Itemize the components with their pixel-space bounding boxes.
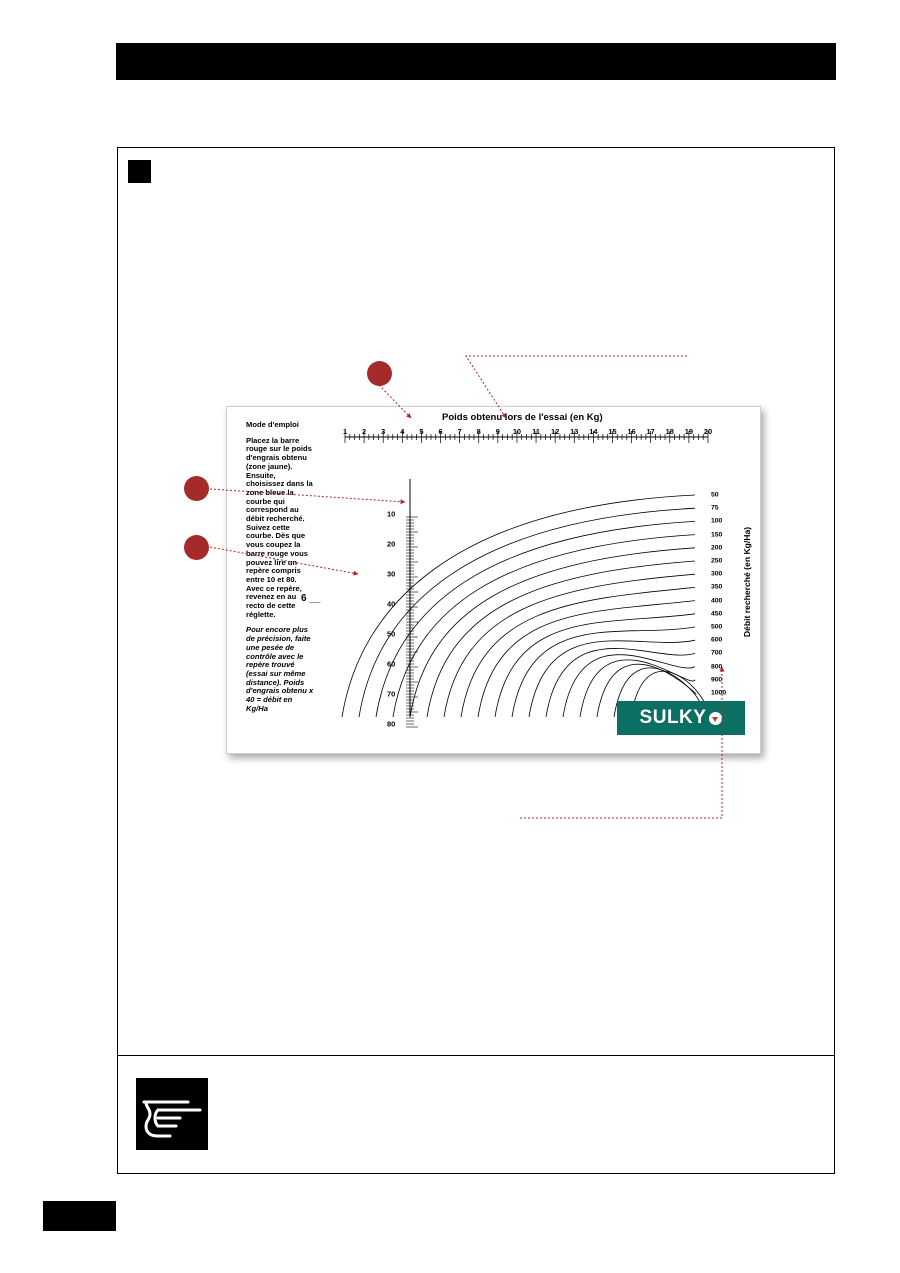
scale-number: 6	[438, 427, 443, 436]
instructions-heading: Mode d'emploi	[246, 420, 299, 429]
rate-curves	[342, 495, 708, 720]
rate-label: 200	[711, 544, 723, 552]
rate-curve	[444, 574, 695, 717]
brand-logo	[617, 701, 745, 735]
rate-label: 400	[711, 597, 723, 605]
scale-number: 9	[495, 427, 500, 436]
scale-number: 4	[400, 427, 405, 436]
scale-number: 10	[512, 427, 522, 436]
y-axis-number: 40	[387, 599, 396, 609]
scale-number: 20	[703, 427, 713, 436]
scale-title: Poids obtenu lors de l'essai (en Kg)	[442, 412, 603, 423]
y-axis-number: 70	[387, 689, 396, 699]
rate-label: 1000	[711, 689, 727, 697]
scale-number: 12	[551, 427, 560, 436]
pointing-hand-icon	[136, 1078, 208, 1150]
instructions-text	[246, 421, 314, 721]
scale-number: 15	[608, 427, 617, 436]
scale-number: 17	[646, 427, 655, 436]
rate-label: 250	[711, 557, 723, 565]
y-ticks	[406, 517, 418, 727]
rate-label: 300	[711, 570, 723, 578]
rate-curve	[478, 601, 695, 717]
y-axis-number: 20	[387, 539, 396, 549]
axis-label: Débit recherché (en Kg/Ha)	[742, 526, 752, 638]
rate-curve	[427, 561, 695, 717]
callout-marker-2	[184, 476, 209, 501]
rate-label: 350	[711, 583, 723, 591]
rate-label: 500	[711, 623, 723, 631]
scale-number: 2	[362, 427, 367, 436]
rate-label: 450	[711, 610, 723, 618]
section-marker	[128, 160, 151, 183]
scale-number: 14	[589, 427, 598, 436]
rate-label: 100	[711, 517, 723, 525]
page-number-tab	[43, 1201, 116, 1231]
brand-mark-icon	[709, 712, 722, 725]
scale-number: 11	[532, 427, 540, 436]
rate-label: 150	[711, 531, 723, 539]
scale-number: 18	[665, 427, 674, 436]
scale-number: 7	[457, 427, 462, 436]
rate-label: 50	[711, 491, 719, 499]
instructions-precision: Pour encore plus de précision, faite une pesée de contrôle avec le repère trouvé (essai sur même distance). Poids d'engrais obtenu x 40 = débit en Kg/Ha	[246, 625, 314, 713]
y-axis-number: 60	[387, 659, 396, 669]
rate-label: 600	[711, 636, 723, 644]
y-axis-number: 50	[387, 629, 396, 639]
rate-label: 900	[711, 676, 723, 684]
example-marker: 6 __	[301, 593, 321, 604]
y-axis-number: 30	[387, 569, 396, 579]
rate-label: 700	[711, 649, 723, 657]
rate-label: 75	[711, 504, 719, 512]
rate-curve	[461, 587, 695, 717]
example-value: 6	[301, 593, 307, 604]
callout-marker-3	[184, 535, 209, 560]
scale-number: 1	[342, 427, 348, 436]
instructions-step: Placez la barre rouge sur le poids d'engrais obtenu (zone jaune). Ensuite, choisissez dans la zone bleue la courbe qui correspond au débit recherché. Suivez cette courbe. Dès que vous coupez la barre rouge vous pouvez lire un repère compris entre 10 et 80. Avec ce repère, revenez en au recto de cette réglette.	[246, 435, 313, 619]
callout-marker-1	[367, 361, 392, 386]
scale-number: 13	[570, 427, 579, 436]
scale-number: 5	[419, 427, 424, 436]
scale-number: 8	[476, 427, 481, 436]
note-divider	[117, 1055, 835, 1056]
header-bar	[116, 43, 836, 80]
rate-label: 800	[711, 663, 723, 671]
y-axis-number: 10	[387, 509, 396, 519]
dosage-slide-rule	[226, 406, 761, 754]
y-axis-number: 80	[387, 719, 396, 729]
scale-number: 16	[627, 427, 636, 436]
rate-curve	[376, 521, 695, 717]
brand-name: SULKY	[639, 707, 707, 728]
scale-number: 3	[381, 427, 386, 436]
scale-number: 19	[684, 427, 694, 436]
